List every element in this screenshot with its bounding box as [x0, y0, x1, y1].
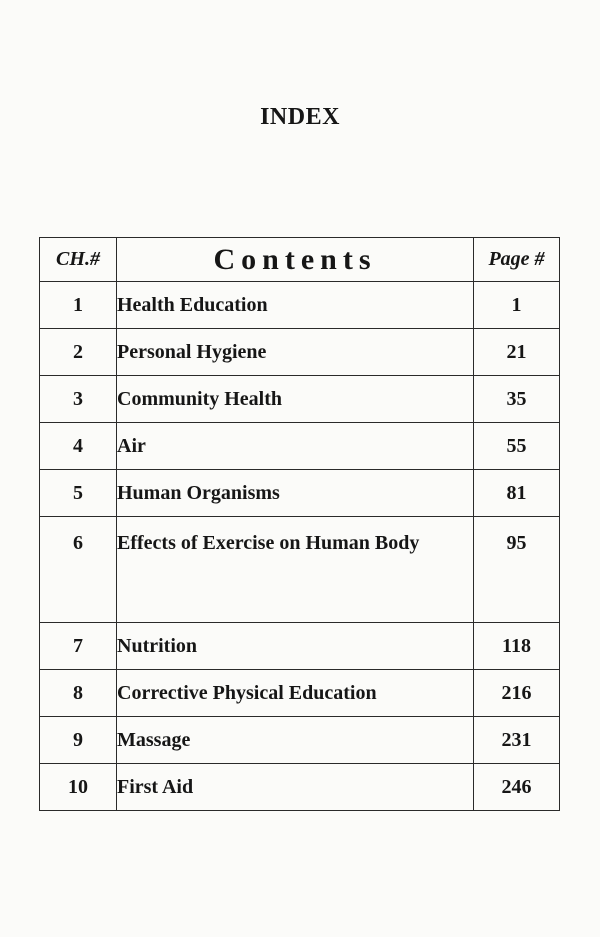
page-number: 246 [474, 764, 560, 811]
table-row [40, 517, 560, 623]
page-number: 21 [474, 329, 560, 376]
chapter-title: Effects of Exercise on Human Body [117, 517, 474, 623]
chapter-title: Air [117, 423, 474, 470]
table-row [40, 670, 560, 717]
page-number: 231 [474, 717, 560, 764]
table-row [40, 764, 560, 811]
page-number: 216 [474, 670, 560, 717]
chapter-number: 10 [40, 764, 117, 811]
chapter-number: 5 [40, 470, 117, 517]
chapter-number: 2 [40, 329, 117, 376]
chapter-title: Health Education [117, 282, 474, 329]
page-number: 55 [474, 423, 560, 470]
table-row [40, 470, 560, 517]
chapter-title: Corrective Physical Education [117, 670, 474, 717]
chapter-title: Personal Hygiene [117, 329, 474, 376]
table-row [40, 623, 560, 670]
page-number: 1 [474, 282, 560, 329]
chapter-column-header: CH.# [40, 238, 117, 282]
chapter-title: Community Health [117, 376, 474, 423]
page-column-header: Page # [474, 238, 560, 282]
table-header-row [40, 238, 560, 282]
chapter-title: Human Organisms [117, 470, 474, 517]
page-number: 81 [474, 470, 560, 517]
chapter-number: 1 [40, 282, 117, 329]
chapter-number: 3 [40, 376, 117, 423]
page-title: INDEX [260, 104, 340, 130]
chapter-number: 8 [40, 670, 117, 717]
chapter-title: Massage [117, 717, 474, 764]
contents-column-header: Contents [117, 238, 474, 282]
chapter-number: 9 [40, 717, 117, 764]
chapter-number: 7 [40, 623, 117, 670]
page-number: 95 [474, 517, 560, 623]
table-row [40, 423, 560, 470]
page-number: 35 [474, 376, 560, 423]
table-row [40, 329, 560, 376]
table-row [40, 282, 560, 329]
chapter-title: First Aid [117, 764, 474, 811]
table-row [40, 717, 560, 764]
chapter-number: 4 [40, 423, 117, 470]
table-row [40, 376, 560, 423]
chapter-number: 6 [40, 517, 117, 623]
chapter-title: Nutrition [117, 623, 474, 670]
page-number: 118 [474, 623, 560, 670]
index-table [39, 237, 560, 811]
